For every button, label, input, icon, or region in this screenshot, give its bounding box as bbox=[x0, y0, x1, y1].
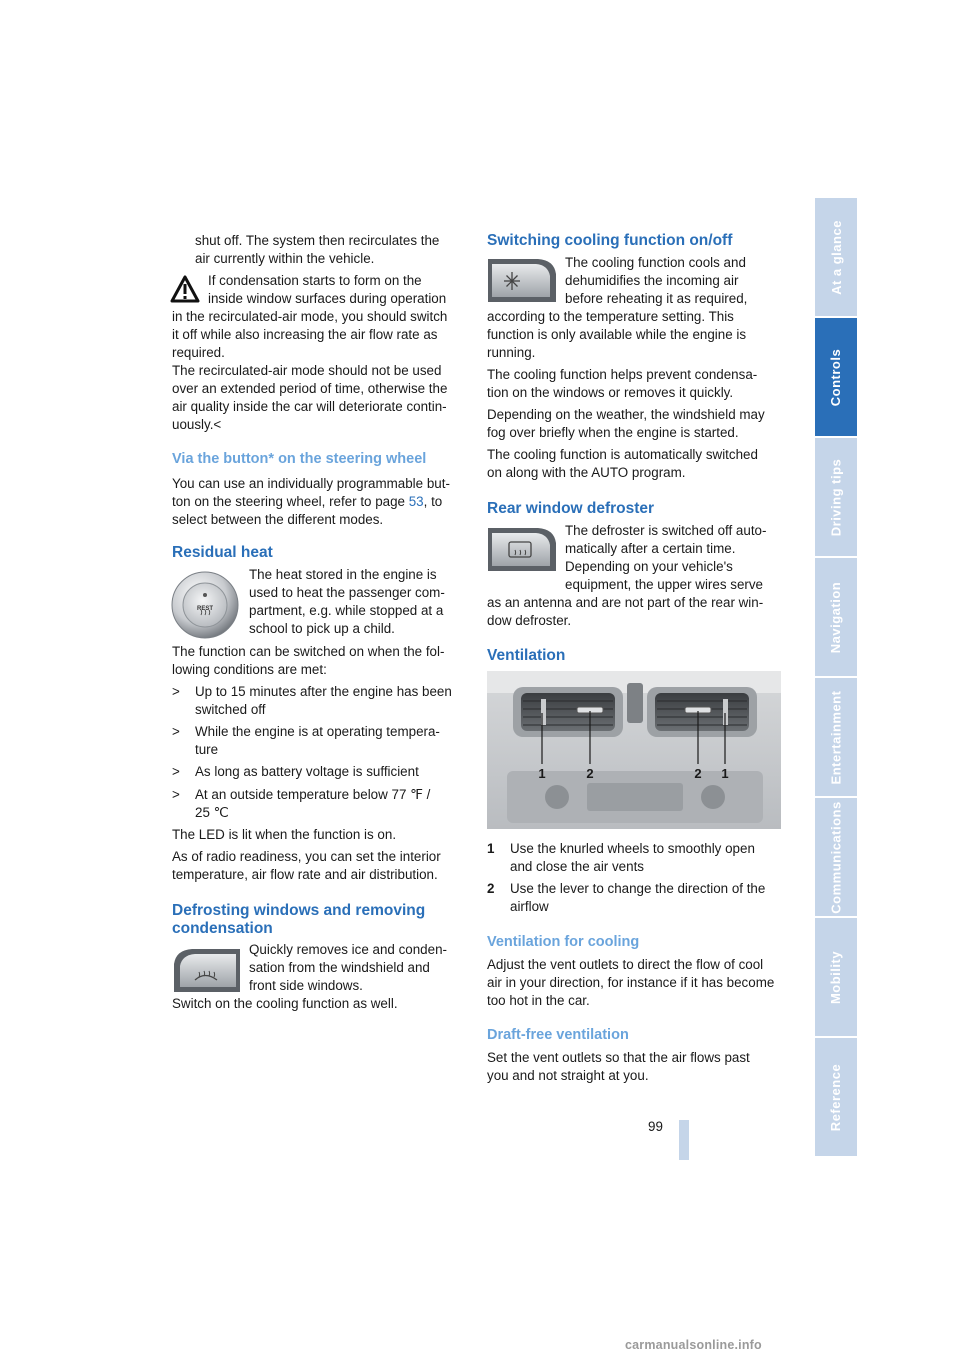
warning-text-line: required. bbox=[172, 345, 225, 360]
residual-text-line: The heat stored in the engine is bbox=[249, 567, 437, 582]
warning-icon bbox=[170, 275, 200, 303]
warning-text-line: inside window surfaces during operation bbox=[208, 291, 447, 306]
page-link[interactable]: 53 bbox=[408, 494, 424, 509]
radio-text-line: temperature, air flow rate and air distribution. bbox=[172, 867, 438, 882]
footer-watermark: carmanualsonline.info bbox=[625, 1338, 762, 1352]
tab-label: Mobility bbox=[828, 950, 844, 1004]
residual-heat-button-label: REST bbox=[196, 606, 214, 612]
defrost-text-line: Switch on the cooling function as well. bbox=[172, 996, 398, 1011]
bullet-marker: > bbox=[172, 684, 180, 699]
steering-text-line: You can use an individually programmable but- bbox=[172, 476, 450, 491]
steering-text-line: select between the different modes. bbox=[172, 512, 384, 527]
legend-text-line: Use the lever to change the direction of the bbox=[510, 881, 766, 896]
section-heading-rear-defroster: Rear window defroster bbox=[487, 500, 655, 517]
warning-text-line: The recirculated-air mode should not be used bbox=[172, 363, 442, 378]
page-number-bar bbox=[679, 1120, 689, 1160]
tab-label: Driving tips bbox=[828, 458, 844, 536]
figure-label-1: 1 bbox=[538, 766, 546, 781]
figure-label-2: 2 bbox=[694, 766, 702, 781]
rear-text-line: as an antenna and are not part of the rear win- bbox=[487, 595, 764, 610]
tab-driving-tips[interactable] bbox=[815, 438, 857, 556]
cooling-button-image bbox=[486, 256, 558, 304]
tab-label: Entertainment bbox=[828, 690, 844, 784]
cooling-text-line: The cooling function is automatically switched bbox=[487, 447, 758, 462]
legend-text-line: Use the knurled wheels to smoothly open bbox=[510, 841, 755, 856]
defrost-text-line: sation from the windshield and bbox=[249, 960, 430, 975]
figure-label-2: 2 bbox=[586, 766, 594, 781]
warning-text-line: air quality inside the car will deteriorate contin- bbox=[172, 399, 447, 414]
cooling-text-line: according to the temperature setting. This bbox=[487, 309, 734, 324]
defrost-text-line: front side windows. bbox=[249, 978, 363, 993]
conditions-text-line: lowing conditions are met: bbox=[172, 662, 327, 677]
bullet-text-line: Up to 15 minutes after the engine has been bbox=[195, 684, 452, 699]
warning-text-line: in the recirculated-air mode, you should switch bbox=[172, 309, 448, 324]
legend-text-line: airflow bbox=[510, 899, 549, 914]
radio-text-line: As of radio readiness, you can set the interior bbox=[172, 849, 441, 864]
tab-label: Navigation bbox=[828, 581, 844, 653]
ventilation-figure bbox=[487, 671, 781, 829]
rear-text-line: matically after a certain time. bbox=[565, 541, 736, 556]
conditions-text-line: The function can be switched on when the fol- bbox=[172, 644, 445, 659]
draft-text-line: Set the vent outlets so that the air flows past bbox=[487, 1050, 750, 1065]
rear-text-line: equipment, the upper wires serve bbox=[565, 577, 763, 592]
cooling-text-line: tion on the windows or removes it quickly. bbox=[487, 385, 734, 400]
steering-text-line bbox=[172, 493, 442, 511]
steering-text-fragment: ton on the steering wheel, refer to page bbox=[172, 494, 409, 509]
page-number: 99 bbox=[648, 1119, 663, 1134]
residual-text-line: partment, e.g. while stopped at a bbox=[249, 603, 444, 618]
cooling-text-line: The cooling function cools and bbox=[565, 255, 746, 270]
bullet-text-line: 25 ℃ bbox=[195, 805, 229, 820]
steering-text-fragment: , to bbox=[423, 494, 443, 509]
rear-text-line: The defroster is switched off auto- bbox=[565, 523, 767, 538]
windshield-defrost-button-image bbox=[170, 946, 242, 994]
tab-label: At a glance bbox=[828, 219, 844, 295]
intro-text-line: air currently within the vehicle. bbox=[195, 251, 375, 266]
warning-text-line: If condensation starts to form on the bbox=[208, 273, 422, 288]
bullet-text-line: While the engine is at operating tempera- bbox=[195, 724, 440, 739]
residual-text-line: used to heat the passenger com- bbox=[249, 585, 445, 600]
figure-label-1: 1 bbox=[721, 766, 729, 781]
warning-text-line: over an extended period of time, otherwise the bbox=[172, 381, 448, 396]
tab-entertainment[interactable] bbox=[815, 678, 857, 796]
defrost-text-line: Quickly removes ice and conden- bbox=[249, 942, 447, 957]
cooling-text-line: before reheating it as required, bbox=[565, 291, 748, 306]
legend-text-line: and close the air vents bbox=[510, 859, 644, 874]
tab-controls[interactable] bbox=[815, 318, 857, 436]
bullet-marker: > bbox=[172, 724, 180, 739]
rear-defroster-button-image bbox=[486, 525, 558, 573]
bullet-text-line: ture bbox=[195, 742, 219, 757]
section-heading-steering-button: Via the button* on the steering wheel bbox=[172, 451, 427, 467]
vent-cooling-text-line: air in your direction, for instance if it has become bbox=[487, 975, 775, 990]
cooling-text-line: Depending on the weather, the windshield may bbox=[487, 407, 765, 422]
warning-text-line: it off while also increasing the air flow rate as bbox=[172, 327, 438, 342]
cooling-text-line: dehumidifies the incoming air bbox=[565, 273, 739, 288]
section-heading-draft-free: Draft-free ventilation bbox=[487, 1027, 629, 1043]
tab-reference[interactable] bbox=[815, 1038, 857, 1156]
cooling-text-line: running. bbox=[487, 345, 536, 360]
tab-label: Communications bbox=[828, 800, 844, 914]
section-heading-ventilation: Ventilation bbox=[487, 647, 566, 664]
cooling-text-line: fog over briefly when the engine is started. bbox=[487, 425, 739, 440]
vent-cooling-text-line: too hot in the car. bbox=[487, 993, 590, 1008]
tab-label: Reference bbox=[828, 1063, 844, 1131]
bullet-marker: > bbox=[172, 787, 180, 802]
cooling-text-line: on along with the AUTO program. bbox=[487, 465, 686, 480]
rear-text-line: dow defroster. bbox=[487, 613, 572, 628]
bullet-text-line: switched off bbox=[195, 702, 266, 717]
section-heading-residual-heat: Residual heat bbox=[172, 544, 273, 561]
rear-text-line: Depending on your vehicle's bbox=[565, 559, 733, 574]
section-heading-defrost: condensation bbox=[172, 920, 273, 937]
section-heading-vent-cooling: Ventilation for cooling bbox=[487, 934, 640, 950]
intro-text-line: shut off. The system then recirculates the bbox=[195, 233, 440, 248]
tab-at-a-glance[interactable] bbox=[815, 198, 857, 316]
legend-number: 2 bbox=[487, 881, 495, 896]
section-heading-cooling: Switching cooling function on/off bbox=[487, 232, 733, 249]
vent-cooling-text-line: Adjust the vent outlets to direct the flow of cool bbox=[487, 957, 764, 972]
tab-navigation[interactable] bbox=[815, 558, 857, 676]
warning-text-line: uously.< bbox=[172, 417, 222, 432]
bullet-text-line: At an outside temperature below 77 ℉ / bbox=[195, 787, 431, 802]
residual-heat-button-image bbox=[170, 570, 240, 640]
bullet-marker: > bbox=[172, 764, 180, 779]
legend-number: 1 bbox=[487, 841, 495, 856]
led-text: The LED is lit when the function is on. bbox=[172, 827, 397, 842]
residual-text-line: school to pick up a child. bbox=[249, 621, 395, 636]
tab-communications[interactable] bbox=[815, 798, 857, 916]
section-heading-defrost: Defrosting windows and removing bbox=[172, 902, 426, 919]
tab-label: Controls bbox=[828, 348, 844, 406]
bullet-text-line: As long as battery voltage is sufficient bbox=[195, 764, 419, 779]
tab-mobility[interactable] bbox=[815, 918, 857, 1036]
draft-text-line: you and not straight at you. bbox=[487, 1068, 649, 1083]
cooling-text-line: The cooling function helps prevent condensa- bbox=[487, 367, 758, 382]
cooling-text-line: function is only available while the engine is bbox=[487, 327, 747, 342]
